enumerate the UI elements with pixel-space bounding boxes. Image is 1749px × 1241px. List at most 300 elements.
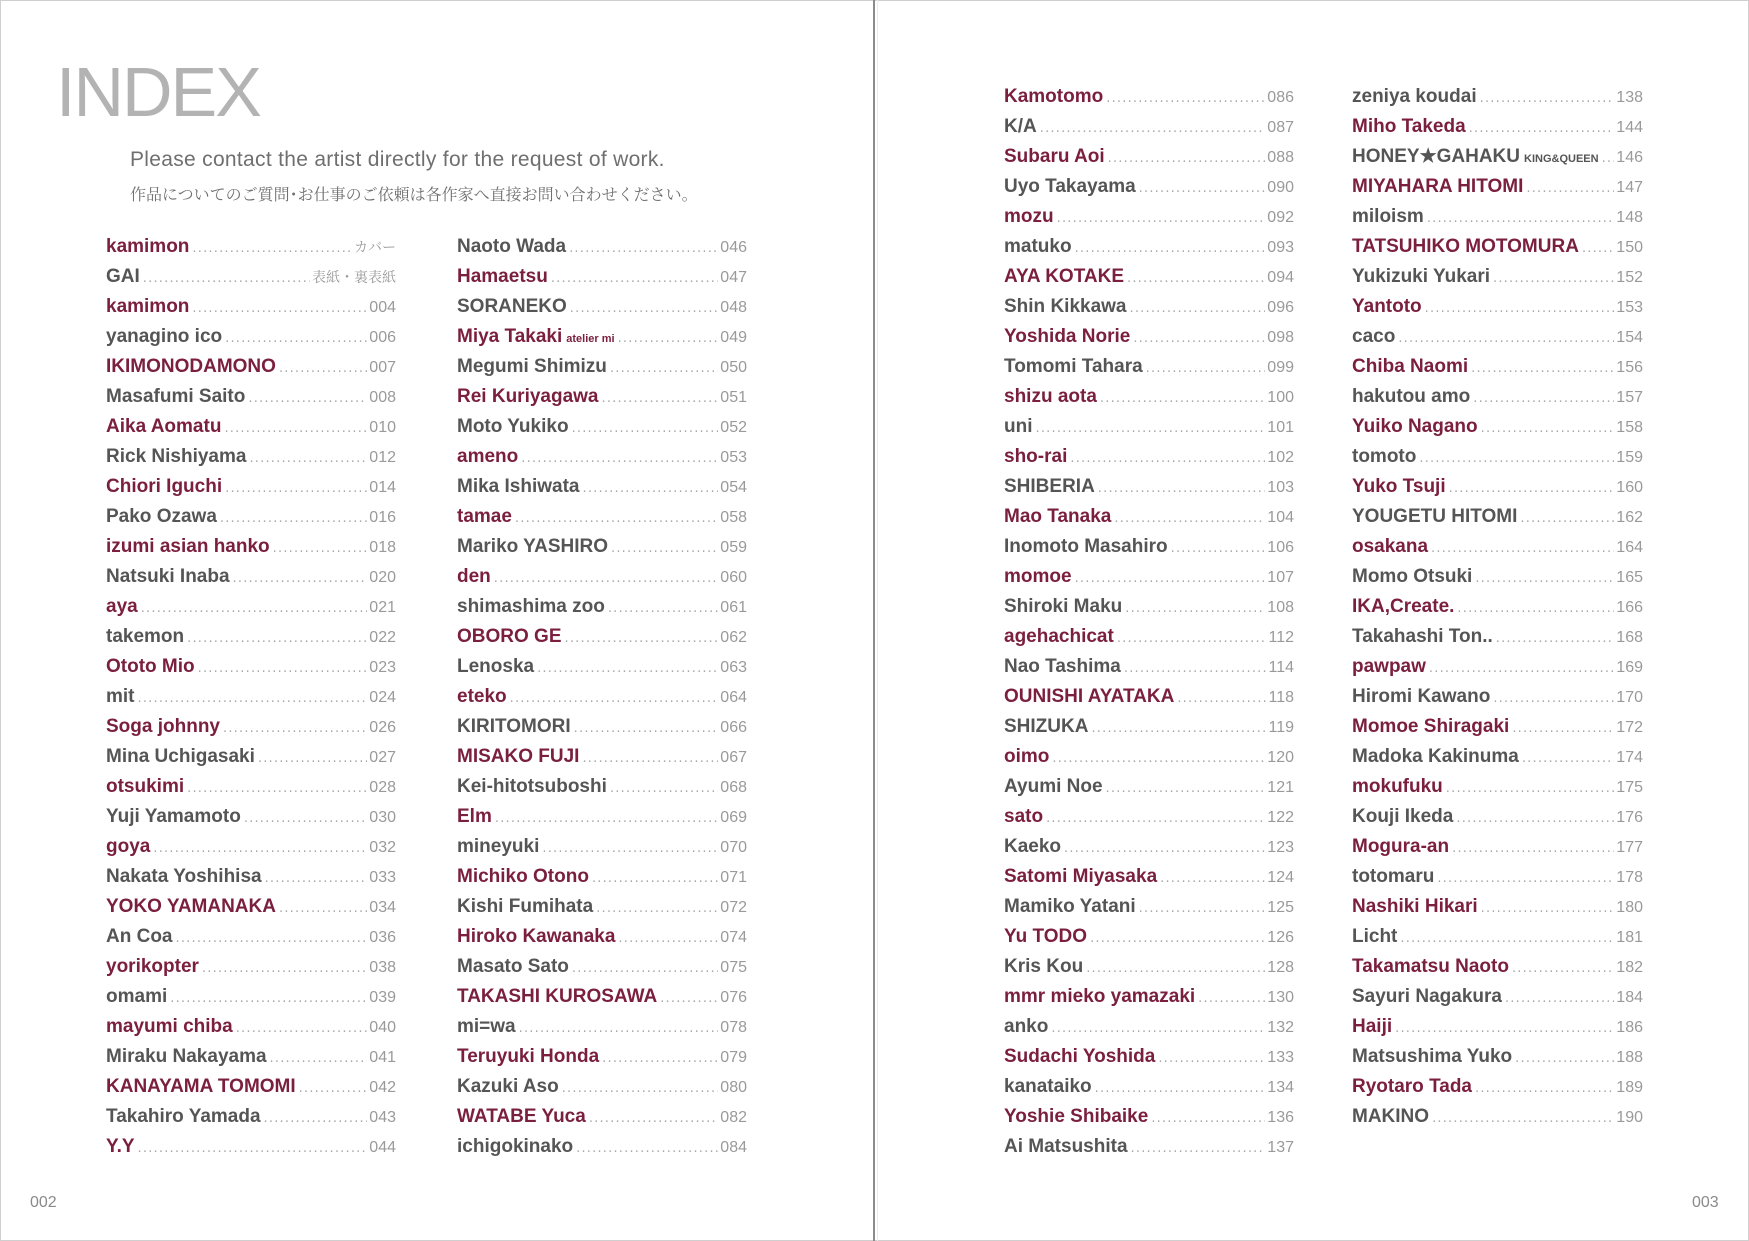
index-entry (1352, 622, 1643, 652)
index-entry (1352, 232, 1643, 262)
dot-leader (1090, 924, 1265, 954)
artist-name-text: YOKO YAMANAKA (106, 896, 276, 917)
index-entry (106, 382, 396, 412)
dot-leader (258, 744, 367, 774)
artist-name-text: ameno (457, 446, 519, 467)
page-reference: 010 (369, 419, 396, 436)
index-entry (1004, 832, 1294, 862)
dot-leader (551, 264, 718, 294)
page-reference: 188 (1616, 1049, 1643, 1066)
page-reference: 046 (720, 239, 747, 256)
page-reference: 069 (720, 809, 747, 826)
dot-leader (1091, 714, 1266, 744)
page-reference: 102 (1267, 449, 1294, 466)
artist-name (1004, 322, 1130, 352)
artist-name-text: Yoshie Shibaike (1004, 1106, 1149, 1127)
dot-leader (1064, 834, 1265, 864)
artist-name-text: Shin Kikkawa (1004, 296, 1127, 317)
dot-leader (225, 324, 367, 354)
dot-leader (233, 564, 368, 594)
index-entry (106, 832, 396, 862)
page-reference: 120 (1267, 749, 1294, 766)
index-entry (1004, 742, 1294, 772)
artist-name-text: Takahashi Ton.. (1352, 626, 1493, 647)
page-reference: 021 (369, 599, 396, 616)
page-reference: 082 (720, 1109, 747, 1126)
dot-leader (223, 714, 367, 744)
artist-name-text: GAI (106, 266, 140, 287)
index-entry (1004, 292, 1294, 322)
artist-name-text: Uyo Takayama (1004, 176, 1136, 197)
artist-name (1004, 502, 1111, 532)
artist-name (1004, 1012, 1048, 1042)
artist-name-text: WATABE Yuca (457, 1106, 586, 1127)
artist-name (1352, 292, 1422, 322)
dot-leader (1520, 504, 1614, 534)
artist-name-text: uni (1004, 416, 1033, 437)
artist-name (457, 382, 599, 412)
dot-leader (1086, 954, 1265, 984)
dot-leader (1456, 804, 1614, 834)
artist-name (1004, 952, 1083, 982)
dot-leader (236, 1014, 368, 1044)
page-reference: 164 (1616, 539, 1643, 556)
dot-leader (565, 624, 719, 654)
artist-name-text: IKIMONODAMONO (106, 356, 276, 377)
page-reference: 186 (1616, 1019, 1643, 1036)
index-title: INDEX (56, 53, 260, 131)
dot-leader (1106, 84, 1265, 114)
artist-name-text: TATSUHIKO MOTOMURA (1352, 236, 1579, 257)
page-reference: 039 (369, 989, 396, 1006)
index-entry (106, 322, 396, 352)
page-reference: 099 (1267, 359, 1294, 376)
page-reference: 027 (369, 749, 396, 766)
artist-name (1004, 1132, 1128, 1162)
artist-name-text: KIRITOMORI (457, 716, 571, 737)
artist-name-text: Pako Ozawa (106, 506, 217, 527)
artist-name (1352, 682, 1490, 712)
dot-leader (618, 924, 718, 954)
artist-name (457, 322, 615, 354)
page-reference: 138 (1616, 89, 1643, 106)
artist-name (457, 352, 607, 382)
dot-leader (299, 1074, 368, 1104)
page-reference: 169 (1616, 659, 1643, 676)
index-entry (457, 592, 747, 622)
page-reference: 018 (369, 539, 396, 556)
artist-name (1352, 352, 1468, 382)
dot-leader (187, 624, 367, 654)
artist-name (1352, 232, 1579, 262)
artist-name-text: kanataiko (1004, 1076, 1092, 1097)
index-entry (1004, 352, 1294, 382)
index-entry (457, 1012, 747, 1042)
artist-name (106, 292, 189, 322)
artist-name-text: SHIBERIA (1004, 476, 1095, 497)
index-entry (1004, 262, 1294, 292)
dot-leader (1095, 1074, 1266, 1104)
page-reference: 090 (1267, 179, 1294, 196)
index-entry (106, 892, 396, 922)
artist-name (457, 232, 566, 262)
index-entry (106, 1072, 396, 1102)
artist-name-text: An Coa (106, 926, 173, 947)
page-reference: 153 (1616, 299, 1643, 316)
artist-name-text: Momoe Shiragaki (1352, 716, 1510, 737)
artist-name (1352, 112, 1466, 142)
artist-name-text: Kris Kou (1004, 956, 1084, 977)
dot-leader (1046, 804, 1265, 834)
dot-leader (1139, 174, 1266, 204)
index-entry (106, 1132, 396, 1162)
dot-leader (1151, 1104, 1265, 1134)
dot-leader (1437, 864, 1614, 894)
artist-name-text: mmr mieko yamazaki (1004, 986, 1196, 1007)
index-entry (457, 532, 747, 562)
artist-name-text: oimo (1004, 746, 1050, 767)
index-entry (1004, 862, 1294, 892)
dot-leader (141, 594, 368, 624)
dot-leader (1419, 444, 1614, 474)
dot-leader (264, 1104, 368, 1134)
page-reference: 022 (369, 629, 396, 646)
artist-name (1004, 292, 1127, 322)
page-reference: 104 (1267, 509, 1294, 526)
artist-name-text: Yuiko Nagano (1352, 416, 1478, 437)
index-entry (1004, 682, 1294, 712)
artist-name-text: zeniya koudai (1352, 86, 1477, 107)
dot-leader (1158, 1044, 1265, 1074)
artist-name-text: Naoto Wada (457, 236, 567, 257)
artist-name-text: Lenoska (457, 656, 535, 677)
page-reference: 094 (1267, 269, 1294, 286)
dot-leader (279, 354, 367, 384)
index-entry (1004, 172, 1294, 202)
artist-name-text: Takahiro Yamada (106, 1106, 261, 1127)
dot-leader (138, 684, 368, 714)
page-reference: 101 (1267, 419, 1294, 436)
artist-name (1004, 202, 1054, 232)
artist-name (106, 592, 138, 622)
page-reference: 012 (369, 449, 396, 466)
artist-name-text: MAKINO (1352, 1106, 1430, 1127)
artist-name (1004, 172, 1136, 202)
index-entry (106, 982, 396, 1012)
artist-name-text: Yantoto (1352, 296, 1422, 317)
page-reference: 096 (1267, 299, 1294, 316)
artist-name (457, 1072, 559, 1102)
artist-name-text: pawpaw (1352, 656, 1426, 677)
artist-name-text: YOUGETU HITOMI (1352, 506, 1518, 527)
index-entry (457, 952, 747, 982)
page-reference: 114 (1268, 659, 1294, 676)
dot-leader (1425, 294, 1615, 324)
index-entry (1004, 232, 1294, 262)
artist-name (106, 712, 220, 742)
artist-name (106, 652, 195, 682)
dot-leader (1117, 624, 1267, 654)
page-reference: 184 (1616, 989, 1643, 1006)
artist-name (457, 832, 539, 862)
index-entry (1352, 322, 1643, 352)
page-reference: 020 (369, 569, 396, 586)
subtitle-english: Please contact the artist directly for the request of work. (130, 148, 665, 171)
dot-leader (569, 234, 718, 264)
page-reference: 107 (1267, 569, 1294, 586)
page-reference: 075 (720, 959, 747, 976)
index-entry (1004, 592, 1294, 622)
page-reference: 162 (1616, 509, 1643, 526)
artist-name-text: Sudachi Yoshida (1004, 1046, 1156, 1067)
dot-leader (592, 864, 718, 894)
dot-leader (510, 684, 719, 714)
index-entry (106, 682, 396, 712)
index-entry (457, 832, 747, 862)
page-reference: 007 (369, 359, 396, 376)
artist-name-text: Ayumi Noe (1004, 776, 1103, 797)
artist-name (1352, 952, 1509, 982)
dot-leader (192, 234, 352, 264)
dot-leader (610, 354, 718, 384)
index-entry (1352, 352, 1643, 382)
dot-leader (202, 954, 367, 984)
artist-name (457, 772, 607, 802)
artist-name (106, 442, 246, 472)
page-reference: 080 (720, 1079, 747, 1096)
dot-leader (589, 1104, 718, 1134)
artist-name (457, 742, 579, 772)
dot-leader (1582, 234, 1614, 264)
artist-name (1352, 442, 1416, 472)
dot-leader (1127, 264, 1265, 294)
artist-name-text: otsukimi (106, 776, 185, 797)
page-reference: 038 (369, 959, 396, 976)
artist-name (106, 532, 270, 562)
page-reference: 136 (1267, 1109, 1294, 1126)
page-reference: 100 (1267, 389, 1294, 406)
index-entry (457, 352, 747, 382)
dot-leader (562, 1074, 719, 1104)
artist-name-text: mineyuki (457, 836, 540, 857)
artist-name (1352, 412, 1478, 442)
index-entry (457, 322, 747, 352)
index-entry (457, 742, 747, 772)
dot-leader (515, 504, 718, 534)
dot-leader (1475, 564, 1614, 594)
page-reference: 072 (720, 899, 747, 916)
dot-leader (608, 594, 718, 624)
index-entry (1352, 1102, 1643, 1132)
dot-leader (1108, 144, 1266, 174)
dot-leader (1106, 774, 1266, 804)
dot-leader (1427, 204, 1614, 234)
index-entry (106, 472, 396, 502)
page-reference: 121 (1267, 779, 1294, 796)
index-entry (1004, 622, 1294, 652)
dot-leader (1515, 1044, 1614, 1074)
artist-name-text: takemon (106, 626, 185, 647)
index-entry (106, 862, 396, 892)
index-entry (1352, 922, 1643, 952)
artist-name-text: sato (1004, 806, 1044, 827)
dot-leader (1198, 984, 1265, 1014)
index-entry (1352, 502, 1643, 532)
page-reference: 052 (720, 419, 747, 436)
index-entry (457, 562, 747, 592)
artist-name-text: Kaeko (1004, 836, 1062, 857)
index-entry (1004, 202, 1294, 232)
artist-name-text: Michiko Otono (457, 866, 589, 887)
artist-name-text: kamimon (106, 236, 190, 257)
artist-name (1004, 1102, 1148, 1132)
artist-name-text: izumi asian hanko (106, 536, 270, 557)
artist-name (1004, 82, 1103, 112)
page-reference: 168 (1616, 629, 1643, 646)
artist-name (1352, 892, 1478, 922)
artist-name (457, 622, 562, 652)
artist-name (1352, 742, 1519, 772)
dot-leader (176, 924, 368, 954)
artist-name-text: Satomi Miyasaka (1004, 866, 1158, 887)
index-entry (1352, 292, 1643, 322)
page-reference: 040 (369, 1019, 396, 1036)
index-entry (1352, 862, 1643, 892)
index-entry (1352, 112, 1643, 142)
page-reference: 147 (1616, 179, 1643, 196)
index-entry (457, 652, 747, 682)
dot-leader (574, 714, 719, 744)
artist-name-text: Miraku Nakayama (106, 1046, 267, 1067)
page-reference: 068 (720, 779, 747, 796)
page-reference: 119 (1268, 719, 1294, 736)
artist-name-text: kamimon (106, 296, 190, 317)
page-reference: 071 (720, 869, 747, 886)
page-reference: 180 (1616, 899, 1643, 916)
artist-name (457, 802, 492, 832)
index-entry (1352, 832, 1643, 862)
artist-name (1004, 862, 1157, 892)
page-reference: 051 (720, 389, 747, 406)
artist-name-text: Momo Otsuki (1352, 566, 1473, 587)
page-reference: 044 (369, 1139, 396, 1156)
artist-name (1352, 652, 1426, 682)
dot-leader (153, 834, 367, 864)
page-reference: 122 (1267, 809, 1294, 826)
artist-name-text: OBORO GE (457, 626, 562, 647)
artist-name (457, 712, 571, 742)
dot-leader (602, 1044, 718, 1074)
artist-name (1004, 742, 1049, 772)
artist-name (1004, 982, 1195, 1012)
index-entry (1004, 442, 1294, 472)
artist-name-text: matuko (1004, 236, 1072, 257)
page-reference: 106 (1267, 539, 1294, 556)
dot-leader (1526, 174, 1614, 204)
page-reference: 128 (1267, 959, 1294, 976)
dot-leader (1114, 504, 1265, 534)
artist-name-text: TAKASHI KUROSAWA (457, 986, 658, 1007)
page-reference: 166 (1616, 599, 1643, 616)
artist-name (106, 982, 167, 1012)
artist-name-text: mozu (1004, 206, 1054, 227)
artist-name-text: Licht (1352, 926, 1398, 947)
dot-leader (265, 864, 368, 894)
artist-name (106, 472, 222, 502)
artist-name (1352, 172, 1523, 202)
artist-name-text: caco (1352, 326, 1396, 347)
artist-name-text: agehachicat (1004, 626, 1114, 647)
dot-leader (618, 324, 719, 354)
page-reference: 084 (720, 1139, 747, 1156)
artist-name (1004, 532, 1168, 562)
artist-name (106, 922, 173, 952)
artist-name-text: Rei Kuriyagawa (457, 386, 599, 407)
page-reference: 066 (720, 719, 747, 736)
dot-leader (582, 744, 718, 774)
dot-leader (1429, 654, 1614, 684)
dot-leader (1124, 654, 1267, 684)
dot-leader (572, 954, 718, 984)
artist-name (1352, 1042, 1512, 1072)
artist-name-text: yorikopter (106, 956, 199, 977)
page-reference: 133 (1267, 1049, 1294, 1066)
artist-name-text: K/A (1004, 116, 1037, 137)
dot-leader (1139, 894, 1266, 924)
artist-name-text: MIYAHARA HITOMI (1352, 176, 1524, 197)
dot-leader (1130, 294, 1266, 324)
artist-name (106, 502, 217, 532)
index-entry (1352, 202, 1643, 232)
index-entry (1004, 472, 1294, 502)
page-reference: 042 (369, 1079, 396, 1096)
page-reference: 154 (1616, 329, 1643, 346)
page-reference: 118 (1268, 689, 1294, 706)
artist-name (1004, 592, 1122, 622)
artist-name-text: Chiori Iguchi (106, 476, 223, 497)
artist-name-text: shimashima zoo (457, 596, 605, 617)
index-entry (1004, 712, 1294, 742)
dot-leader (1052, 744, 1265, 774)
dot-leader (1051, 1014, 1265, 1044)
artist-name (106, 772, 184, 802)
artist-name-text: Ryotaro Tada (1352, 1076, 1473, 1097)
index-entry (1004, 502, 1294, 532)
index-entry (457, 892, 747, 922)
artist-name-text: Sayuri Nagakura (1352, 986, 1502, 1007)
artist-name-text: OUNISHI AYATAKA (1004, 686, 1175, 707)
artist-name-text: tamae (457, 506, 512, 527)
artist-name (1004, 802, 1043, 832)
index-entry (1352, 442, 1643, 472)
page-reference: 156 (1616, 359, 1643, 376)
artist-name-text: SORANEKO (457, 296, 567, 317)
artist-name (457, 1012, 516, 1042)
index-entry (1004, 1042, 1294, 1072)
artist-name (106, 892, 276, 922)
artist-name-text: Elm (457, 806, 492, 827)
index-column-1 (106, 232, 396, 1162)
artist-name-text: sho-rai (1004, 446, 1068, 467)
artist-name-text: Yuko Tsuji (1352, 476, 1446, 497)
page-reference: 144 (1616, 119, 1643, 136)
artist-name-text: Hiromi Kawano (1352, 686, 1491, 707)
page-reference: 028 (369, 779, 396, 796)
index-entry (106, 1042, 396, 1072)
page-reference: 表紙・裏表紙 (312, 270, 396, 286)
artist-name (457, 1042, 599, 1072)
artist-name (457, 1132, 573, 1162)
